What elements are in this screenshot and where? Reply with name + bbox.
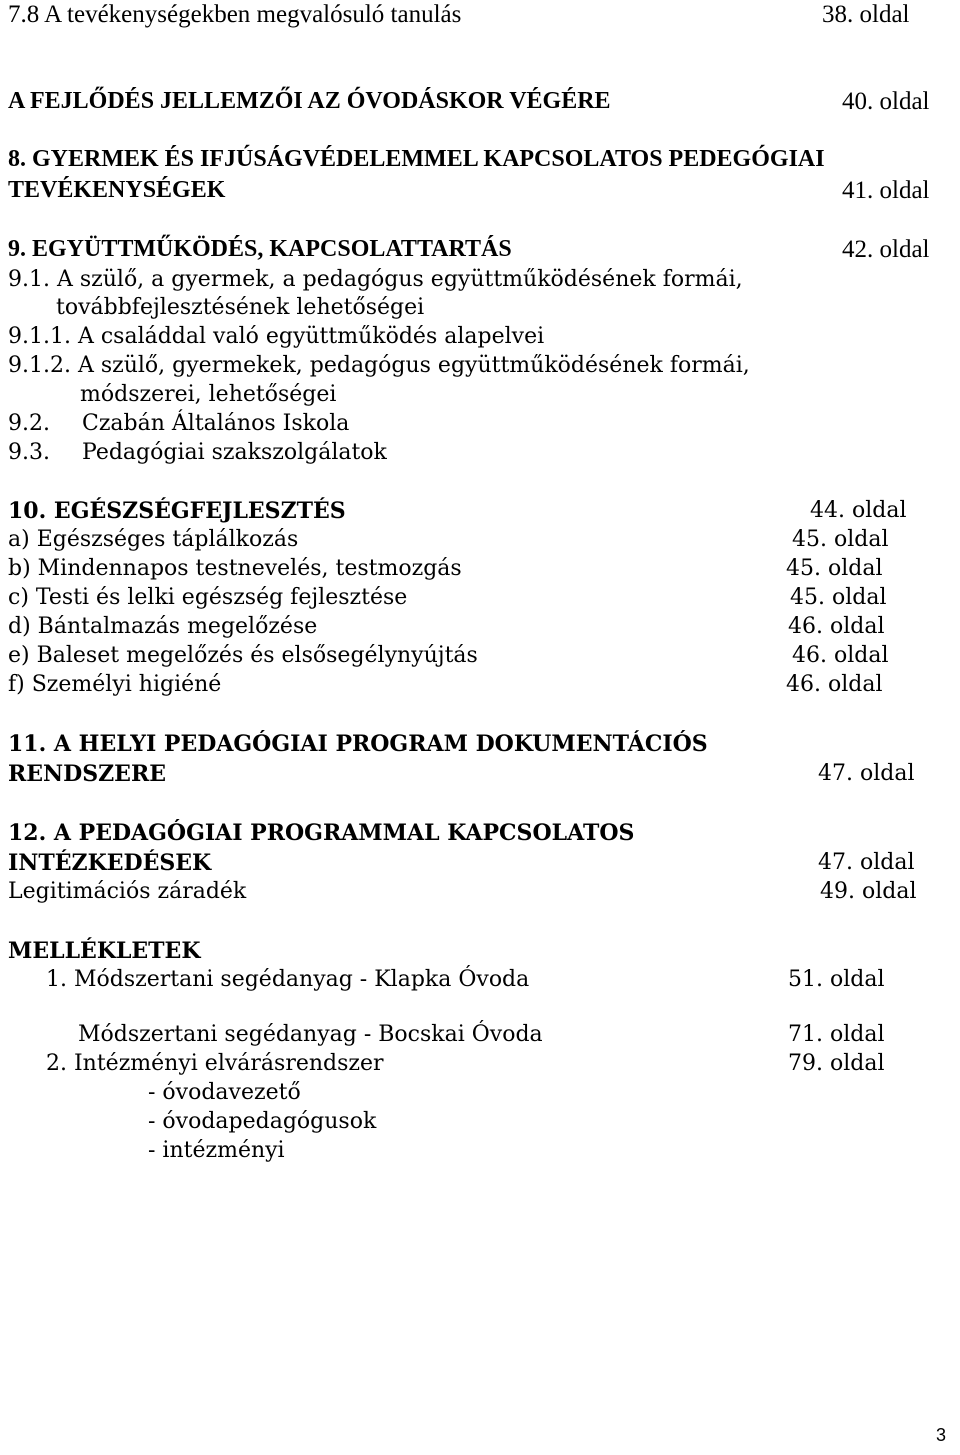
toc-page-8: 41. oldal <box>842 177 930 204</box>
toc-entry-10-e: e) Baleset megelőzés és elsősegélynyújtás <box>8 643 478 668</box>
toc-page-10-c: 45. oldal <box>790 585 887 610</box>
toc-entry-melleklet-2: 2. Intézményi elvárásrendszer <box>46 1051 384 1076</box>
toc-subitem-ovodapedagogusok: - óvodapedagógusok <box>148 1109 377 1134</box>
toc-entry-9-3-num: 9.3. <box>8 440 50 465</box>
toc-entry-8: 8. GYERMEK ÉS IFJÚSÁGVÉDELEMMEL KAPCSOLATOS PEDEGÓGIAI <box>8 146 825 172</box>
toc-page-10-d: 46. oldal <box>788 614 885 639</box>
toc-page-10-f: 46. oldal <box>786 672 883 697</box>
toc-entry-10: 10. EGÉSZSÉGFEJLESZTÉS <box>8 498 346 524</box>
toc-entry-10-b: b) Mindennapos testnevelés, testmozgás <box>8 556 462 581</box>
toc-entry-9-3: Pedagógiai szakszolgálatok <box>82 440 387 465</box>
toc-page-9: 42. oldal <box>842 236 930 263</box>
toc-entry-melleklet-1: 1. Módszertani segédanyag - Klapka Óvoda <box>46 967 530 992</box>
toc-page-melleklet-1b: 71. oldal <box>788 1022 885 1047</box>
toc-entry-11-cont: RENDSZERE <box>8 761 167 787</box>
toc-subitem-ovodavezeto: - óvodavezető <box>148 1080 301 1105</box>
toc-page-fejlodes: 40. oldal <box>842 88 930 115</box>
toc-page-11: 47. oldal <box>818 761 915 786</box>
toc-entry-9-1-cont: továbbfejlesztésének lehetőségei <box>56 295 425 320</box>
toc-page-melleklet-1: 51. oldal <box>788 967 885 992</box>
toc-subitem-intezmenyi: - intézményi <box>148 1138 285 1163</box>
page-number: 3 <box>935 1425 946 1445</box>
toc-entry-9-1-2: 9.1.2. A szülő, gyermekek, pedagógus együttműködésének formái, <box>8 353 750 378</box>
toc-page-10: 44. oldal <box>810 498 907 523</box>
toc-entry-mellekletek: MELLÉKLETEK <box>8 938 201 964</box>
toc-entry-11: 11. A HELYI PEDAGÓGIAI PROGRAM DOKUMENTÁCIÓS <box>8 731 708 757</box>
toc-entry-9: 9. EGYÜTTMŰKÖDÉS, KAPCSOLATTARTÁS <box>8 236 512 262</box>
toc-entry-legitimacio: Legitimációs záradék <box>8 879 247 904</box>
toc-entry-9-2: Czabán Általános Iskola <box>82 411 350 436</box>
toc-entry-10-a: a) Egészséges táplálkozás <box>8 527 299 552</box>
toc-entry-9-1-1: 9.1.1. A családdal való együttműködés alapelvei <box>8 324 545 349</box>
toc-entry-9-1-2-cont: módszerei, lehetőségei <box>80 382 337 407</box>
toc-entry-10-d: d) Bántalmazás megelőzése <box>8 614 318 639</box>
toc-page-legitimacio: 49. oldal <box>820 879 917 904</box>
toc-entry-10-c: c) Testi és lelki egészség fejlesztése <box>8 585 408 610</box>
toc-page-10-e: 46. oldal <box>792 643 889 668</box>
toc-entry-9-1: 9.1. A szülő, a gyermek, a pedagógus együttműködésének formái, <box>8 267 743 292</box>
toc-entry-melleklet-1b: Módszertani segédanyag - Bocskai Óvoda <box>78 1022 543 1047</box>
toc-entry-8-cont: TEVÉKENYSÉGEK <box>8 177 226 203</box>
toc-entry-7-8: 7.8 A tevékenységekben megvalósuló tanulás <box>8 1 462 28</box>
toc-entry-12: 12. A PEDAGÓGIAI PROGRAMMAL KAPCSOLATOS <box>8 820 635 846</box>
toc-entry-fejlodes: A FEJLŐDÉS JELLEMZŐI AZ ÓVODÁSKOR VÉGÉRE <box>8 88 611 114</box>
toc-page-12: 47. oldal <box>818 850 915 875</box>
toc-page-10-a: 45. oldal <box>792 527 889 552</box>
toc-entry-10-f: f) Személyi higiéné <box>8 672 222 697</box>
toc-entry-9-2-num: 9.2. <box>8 411 50 436</box>
toc-page-7-8: 38. oldal <box>822 1 910 28</box>
toc-page-melleklet-2: 79. oldal <box>788 1051 885 1076</box>
toc-entry-12-cont: INTÉZKEDÉSEK <box>8 850 212 876</box>
toc-page-10-b: 45. oldal <box>786 556 883 581</box>
